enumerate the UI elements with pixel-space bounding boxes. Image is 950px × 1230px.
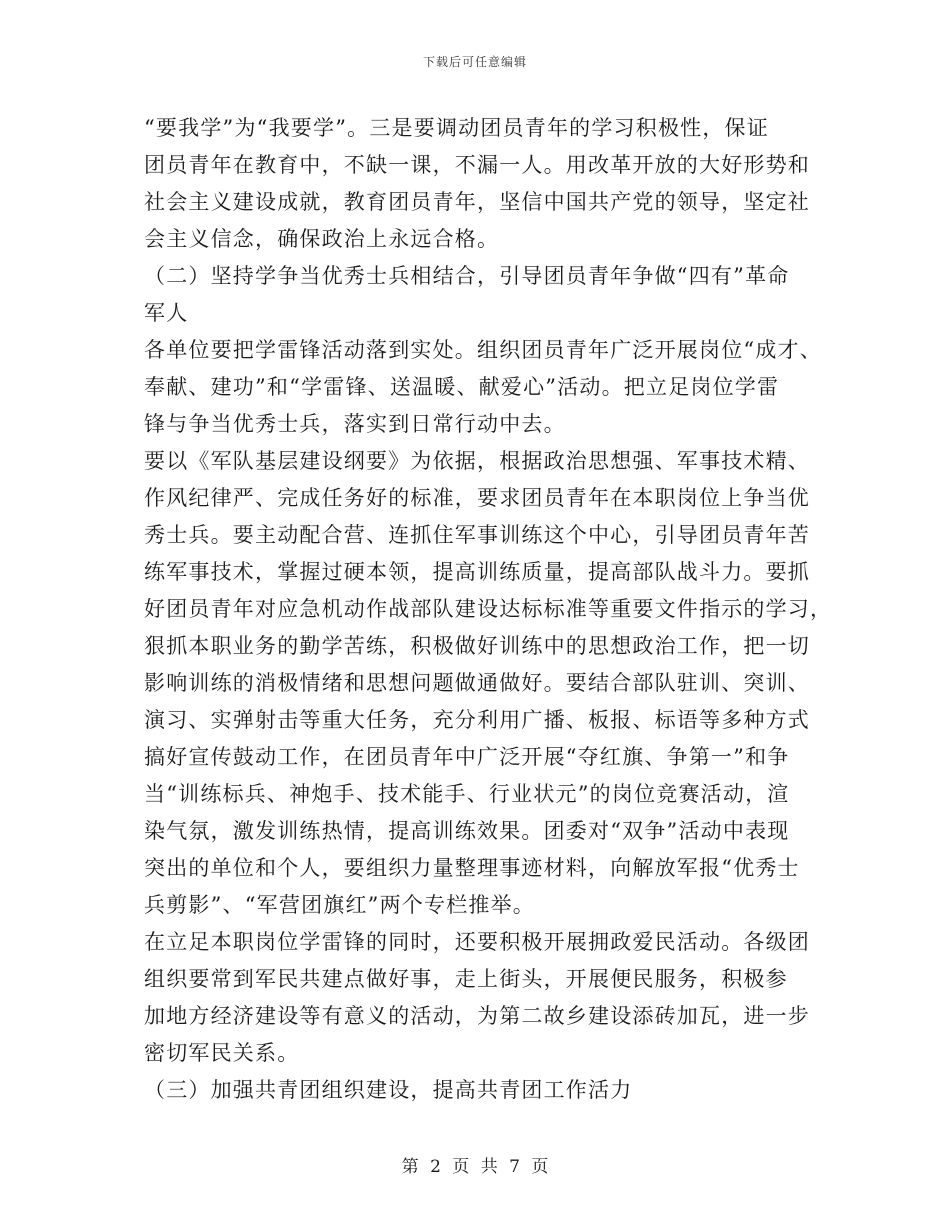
section-heading-line: 军人 bbox=[144, 301, 189, 325]
section-heading-line: （三）加强共青团组织建设，提高共青团工作活力 bbox=[144, 1078, 633, 1102]
body-line: 狠抓本职业务的勤学苦练，积极做好训练中的思想政治工作，把一切 bbox=[144, 634, 810, 658]
body-line: 在立足本职岗位学雷锋的同时，还要积极开展拥政爱民活动。各级团 bbox=[144, 930, 810, 954]
body-line: 作风纪律严、完成任务好的标准，要求团员青年在本职岗位上争当优 bbox=[144, 486, 810, 510]
body-line: 当“训练标兵、神炮手、技术能手、行业状元”的岗位竞赛活动，渲 bbox=[144, 782, 790, 806]
body-line: 奉献、建功”和“学雷锋、送温暖、献爱心”活动。把立足岗位学雷 bbox=[144, 375, 780, 399]
body-line: 影响训练的消极情绪和思想问题做通做好。要结合部队驻训、突训、 bbox=[144, 671, 810, 695]
body-line: 演习、实弹射击等重大任务，充分利用广播、板报、标语等多种方式 bbox=[144, 708, 810, 732]
body-line: 要以《军队基层建设纲要》为依据，根据政治思想强、军事技术精、 bbox=[144, 449, 810, 473]
body-line: 搞好宣传鼓动工作，在团员青年中广泛开展“夺红旗、争第一”和争 bbox=[144, 745, 790, 769]
body-line: 染气氛，激发训练热情，提高训练效果。团委对“双争”活动中表现 bbox=[144, 819, 790, 843]
body-line: 突出的单位和个人，要组织力量整理事迹材料，向解放军报“优秀士 bbox=[144, 856, 800, 880]
body-line: 组织要常到军民共建点做好事，走上街头，开展便民服务，积极参 bbox=[144, 967, 788, 991]
section-heading-line: （二）坚持学争当优秀士兵相结合，引导团员青年争做“四有”革命 bbox=[144, 264, 790, 288]
body-line: 秀士兵。要主动配合营、连抓住军事训练这个中心，引导团员青年苦 bbox=[144, 523, 810, 547]
body-line: 锋与争当优秀士兵，落实到日常行动中去。 bbox=[144, 412, 566, 436]
body-line: 团员青年在教育中，不缺一课，不漏一人。用改革开放的大好形势和 bbox=[144, 153, 810, 177]
body-line: “要我学”为“我要学”。三是要调动团员青年的学习积极性，保证 bbox=[144, 116, 769, 140]
body-line: 会主义信念，确保政治上永远合格。 bbox=[144, 227, 500, 251]
body-line: 社会主义建设成就，教育团员青年，坚信中国共产党的领导，坚定社 bbox=[144, 190, 810, 214]
body-line: 兵剪影”、“军营团旗红”两个专栏推举。 bbox=[144, 893, 536, 917]
page-header: 下载后可任意编辑 bbox=[422, 55, 527, 69]
page-number-footer: 第 2 页 共 7 页 bbox=[401, 1157, 549, 1177]
body-line: 各单位要把学雷锋活动落到实处。组织团员青年广泛开展岗位“成才、 bbox=[144, 338, 822, 362]
body-line: 好团员青年对应急机动作战部队建设达标标准等重要文件指示的学习， bbox=[144, 597, 833, 621]
document-body bbox=[144, 110, 833, 1109]
body-line: 加地方经济建设等有意义的活动，为第二故乡建设添砖加瓦，进一步 bbox=[144, 1004, 810, 1028]
body-line: 密切军民关系。 bbox=[144, 1041, 300, 1065]
body-line: 练军事技术，掌握过硬本领，提高训练质量，提高部队战斗力。要抓 bbox=[144, 560, 810, 584]
